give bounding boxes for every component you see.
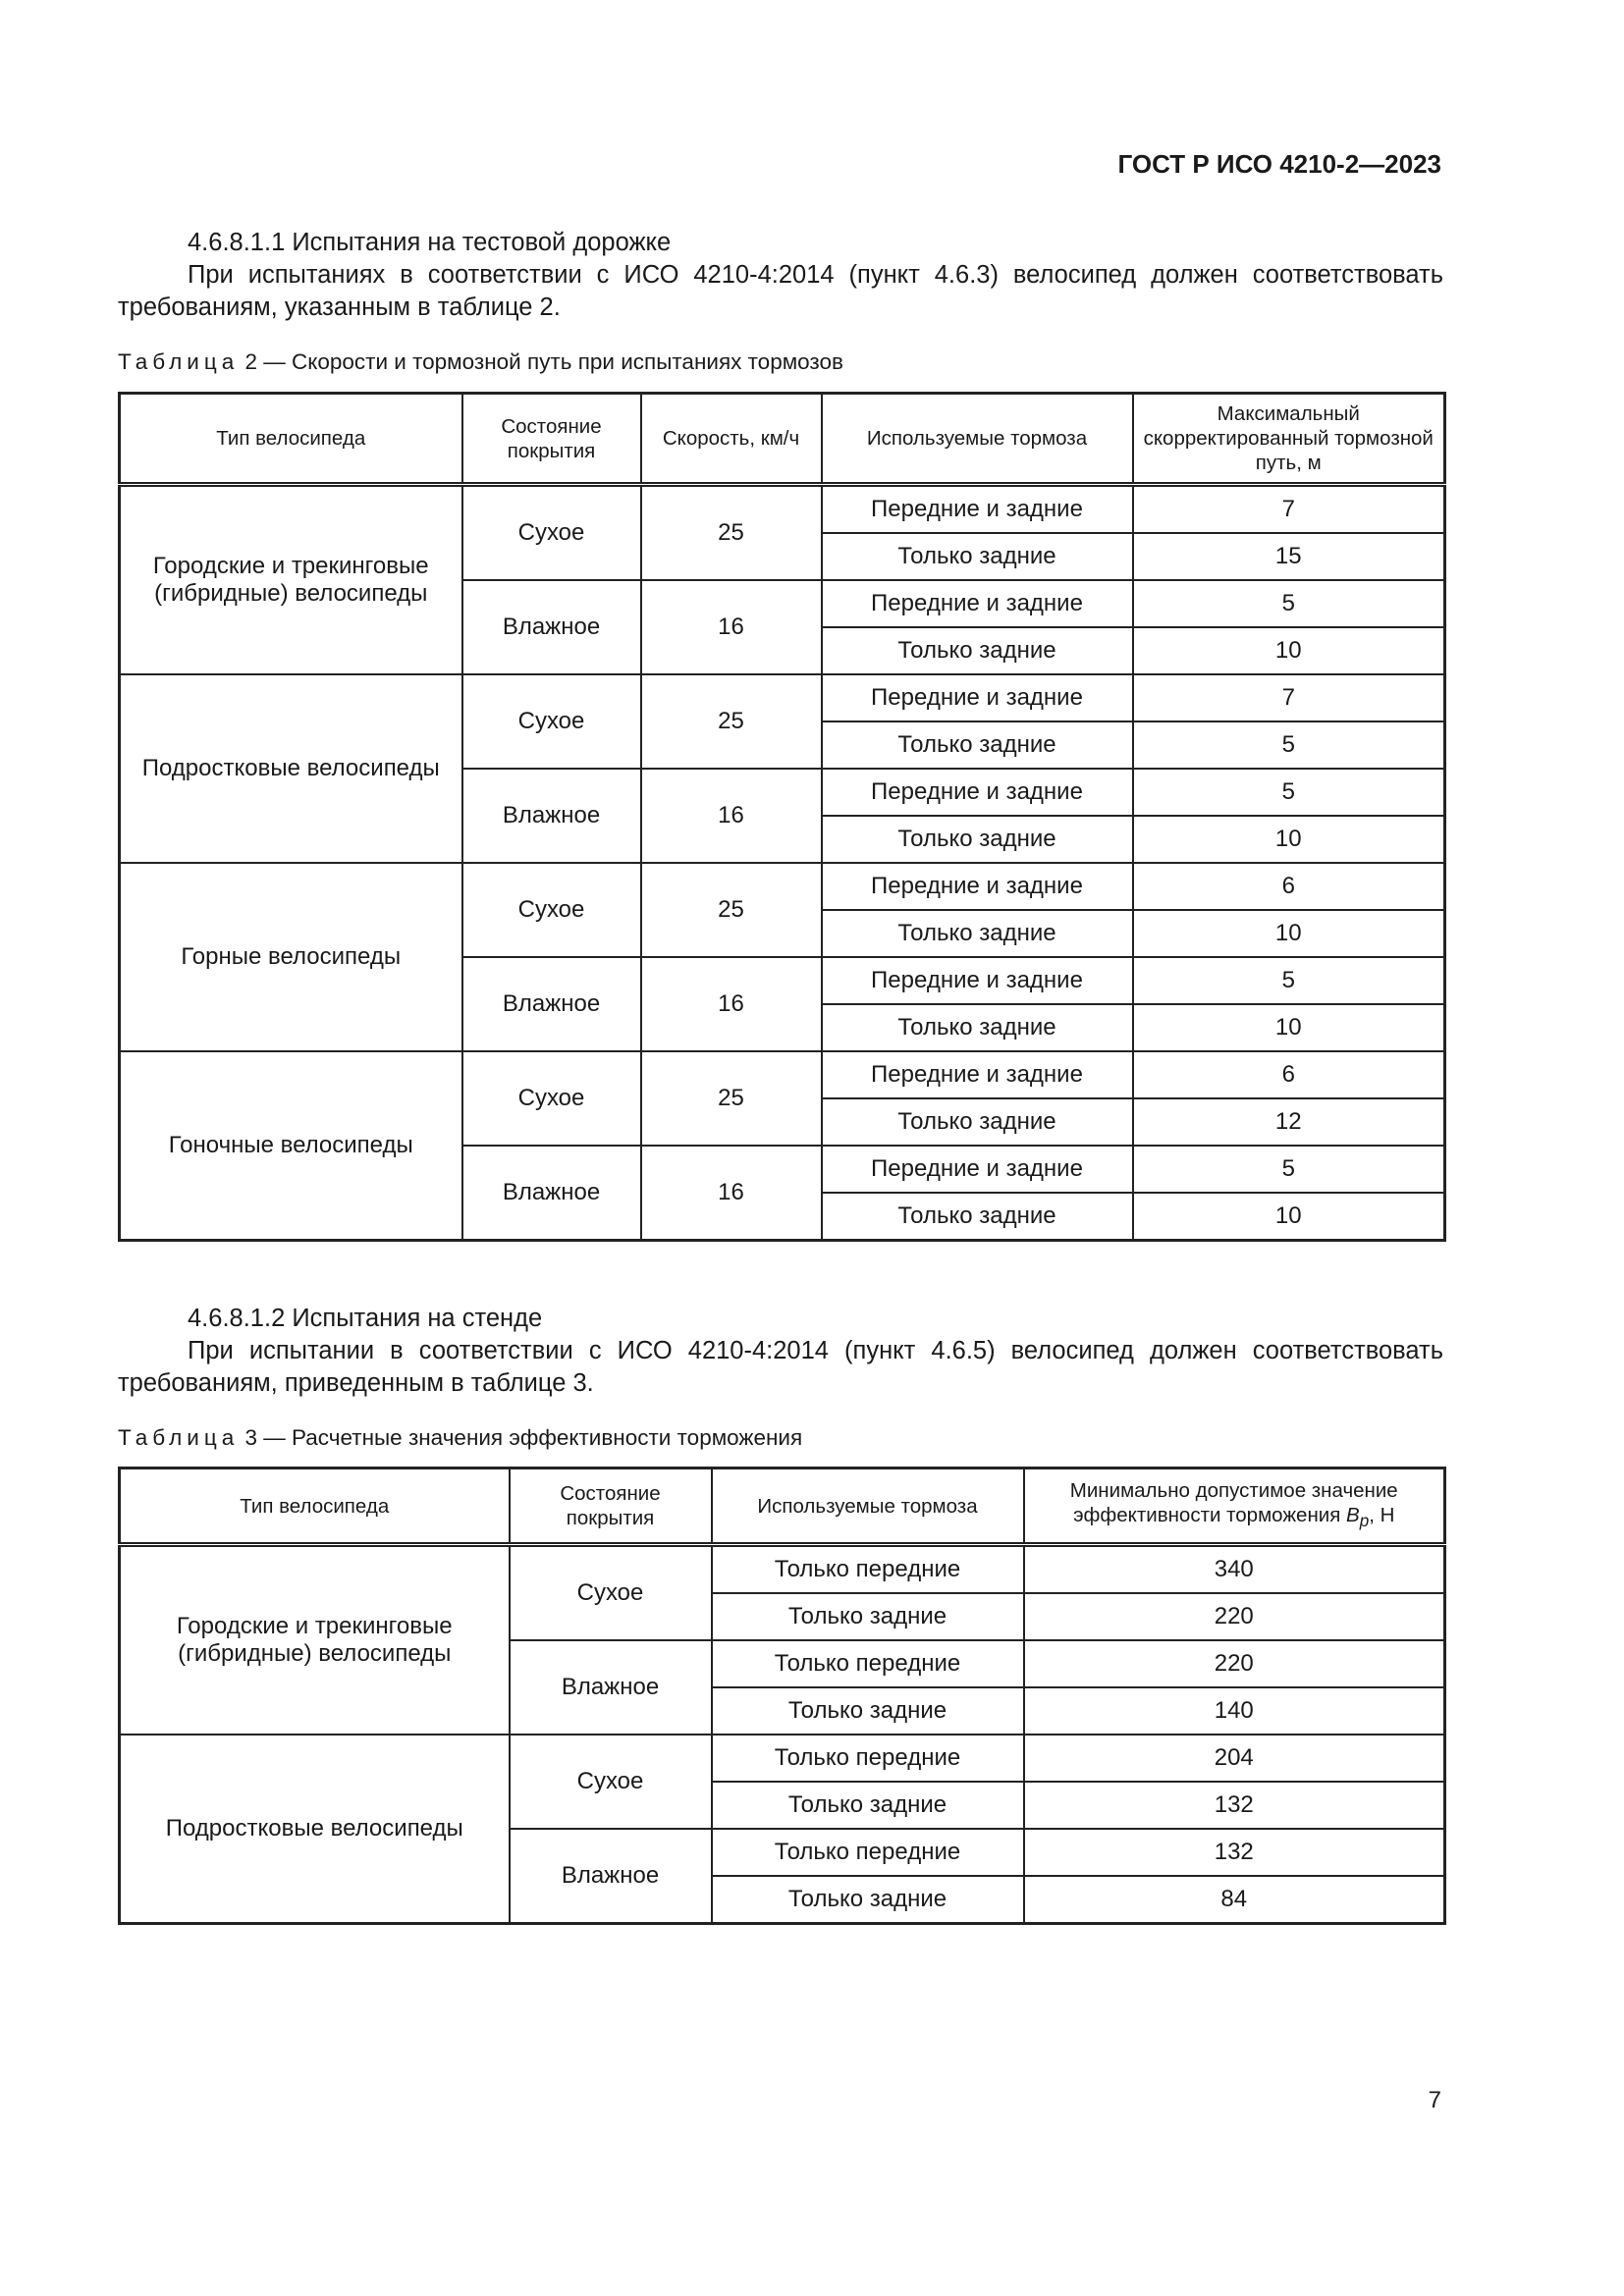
value-cell: 140 — [1024, 1687, 1445, 1735]
brakes-cell: Только задние — [822, 1098, 1133, 1146]
value-cell: 5 — [1133, 580, 1445, 627]
value-cell: 10 — [1133, 627, 1445, 674]
brakes-cell: Передние и задние — [822, 769, 1133, 816]
value-cell: 10 — [1133, 1193, 1445, 1241]
surface-condition-cell: Влажное — [462, 769, 641, 863]
speed-cell: 16 — [641, 580, 822, 674]
column-header: Минимально допустимое значение эффективности торможения $B_p$, Н — [1024, 1468, 1445, 1545]
value-cell: 220 — [1024, 1640, 1445, 1687]
brakes-cell: Передние и задние — [822, 580, 1133, 627]
bicycle-type-cell: Городские и трекинговые (гибридные) велосипеды — [120, 485, 462, 675]
brakes-cell: Только задние — [822, 721, 1133, 769]
brakes-cell: Только передние — [712, 1545, 1024, 1594]
brakes-cell: Только задние — [822, 533, 1133, 580]
table-3 — [118, 1467, 1446, 1925]
surface-condition-cell: Влажное — [510, 1829, 712, 1924]
table-row — [120, 1735, 1445, 1782]
surface-condition-cell: Влажное — [462, 580, 641, 674]
speed-cell: 25 — [641, 485, 822, 581]
column-header: Используемые тормоза — [712, 1468, 1024, 1545]
section-title: 4.6.8.1.1 Испытания на тестовой дорожке — [188, 229, 672, 256]
column-header: Используемые тормоза — [822, 394, 1133, 485]
value-cell: 132 — [1024, 1829, 1445, 1876]
brakes-cell: Только задние — [712, 1876, 1024, 1924]
bicycle-type-cell: Горные велосипеды — [120, 863, 462, 1051]
brakes-cell: Передние и задние — [822, 1051, 1133, 1098]
page-number: 7 — [1428, 2087, 1441, 2113]
table2-caption: Таблица 2 — Скорости и тормозной путь при испытаниях тормозов — [118, 349, 843, 374]
brakes-cell: Только задние — [822, 627, 1133, 674]
column-header: Скорость, км/ч — [641, 394, 822, 485]
value-cell: 10 — [1133, 816, 1445, 863]
table-row — [120, 485, 1445, 534]
value-cell: 7 — [1133, 674, 1445, 721]
brakes-cell: Только передние — [712, 1829, 1024, 1876]
surface-condition-cell: Влажное — [462, 1146, 641, 1241]
section-4-6-8-1-1 — [118, 227, 1443, 324]
value-cell: 340 — [1024, 1545, 1445, 1594]
document-header: ГОСТ Р ИСО 4210-2—2023 — [1117, 149, 1441, 179]
brakes-cell: Только задние — [822, 1004, 1133, 1051]
speed-cell: 16 — [641, 957, 822, 1051]
value-cell: 6 — [1133, 1051, 1445, 1098]
section-text: При испытаниях в соответствии с ИСО 4210-4:2014 (пункт 4.6.3) велосипед должен соответствовать требованиям, указанным в таблице 2. — [118, 261, 1443, 321]
brakes-cell: Передние и задние — [822, 1146, 1133, 1193]
column-header: Тип велосипеда — [120, 1468, 510, 1545]
brakes-cell: Только задние — [712, 1782, 1024, 1829]
value-cell: 5 — [1133, 957, 1445, 1004]
value-cell: 12 — [1133, 1098, 1445, 1146]
value-cell: 132 — [1024, 1782, 1445, 1829]
speed-cell: 16 — [641, 1146, 822, 1241]
column-header: Максимальный скорректированный тормозной путь, м — [1133, 394, 1445, 485]
table-row — [120, 863, 1445, 910]
surface-condition-cell: Сухое — [462, 1051, 641, 1146]
value-cell: 7 — [1133, 485, 1445, 534]
column-header: Тип велосипеда — [120, 394, 462, 485]
brakes-cell: Только задние — [712, 1687, 1024, 1735]
value-cell: 6 — [1133, 863, 1445, 910]
speed-cell: 25 — [641, 674, 822, 769]
value-cell: 5 — [1133, 769, 1445, 816]
speed-cell: 16 — [641, 769, 822, 863]
table3-caption: Таблица 3 — Расчетные значения эффективности торможения — [118, 1425, 803, 1450]
brakes-cell: Только задние — [712, 1593, 1024, 1640]
surface-condition-cell: Влажное — [462, 957, 641, 1051]
table-row — [120, 674, 1445, 721]
section-text: При испытании в соответствии с ИСО 4210-4:2014 (пункт 4.6.5) велосипед должен соответствовать требованиям, приведенным в таблице 3. — [118, 1337, 1443, 1397]
column-header: Состояние покрытия — [462, 394, 641, 485]
speed-cell: 25 — [641, 863, 822, 957]
surface-condition-cell: Сухое — [510, 1545, 712, 1641]
bicycle-type-cell: Гоночные велосипеды — [120, 1051, 462, 1241]
brakes-cell: Только задние — [822, 1193, 1133, 1241]
brakes-cell: Только задние — [822, 910, 1133, 957]
value-cell: 15 — [1133, 533, 1445, 580]
column-header: Состояние покрытия — [510, 1468, 712, 1545]
surface-condition-cell: Влажное — [510, 1640, 712, 1735]
brakes-cell: Только передние — [712, 1735, 1024, 1782]
brakes-cell: Передние и задние — [822, 674, 1133, 721]
value-cell: 84 — [1024, 1876, 1445, 1924]
surface-condition-cell: Сухое — [462, 674, 641, 769]
speed-cell: 25 — [641, 1051, 822, 1146]
surface-condition-cell: Сухое — [510, 1735, 712, 1829]
section-4-6-8-1-2 — [118, 1303, 1443, 1400]
surface-condition-cell: Сухое — [462, 485, 641, 581]
value-cell: 220 — [1024, 1593, 1445, 1640]
table-row — [120, 1545, 1445, 1594]
section-title: 4.6.8.1.2 Испытания на стенде — [188, 1305, 543, 1332]
bicycle-type-cell: Подростковые велосипеды — [120, 674, 462, 863]
brakes-cell: Только передние — [712, 1640, 1024, 1687]
brakes-cell: Передние и задние — [822, 957, 1133, 1004]
surface-condition-cell: Сухое — [462, 863, 641, 957]
value-cell: 204 — [1024, 1735, 1445, 1782]
value-cell: 5 — [1133, 721, 1445, 769]
brakes-cell: Передние и задние — [822, 863, 1133, 910]
value-cell: 5 — [1133, 1146, 1445, 1193]
table-row — [120, 1051, 1445, 1098]
brakes-cell: Передние и задние — [822, 485, 1133, 534]
value-cell: 10 — [1133, 910, 1445, 957]
brakes-cell: Только задние — [822, 816, 1133, 863]
bicycle-type-cell: Подростковые велосипеды — [120, 1735, 510, 1924]
table-2 — [118, 392, 1446, 1242]
value-cell: 10 — [1133, 1004, 1445, 1051]
bicycle-type-cell: Городские и трекинговые (гибридные) велосипеды — [120, 1545, 510, 1735]
